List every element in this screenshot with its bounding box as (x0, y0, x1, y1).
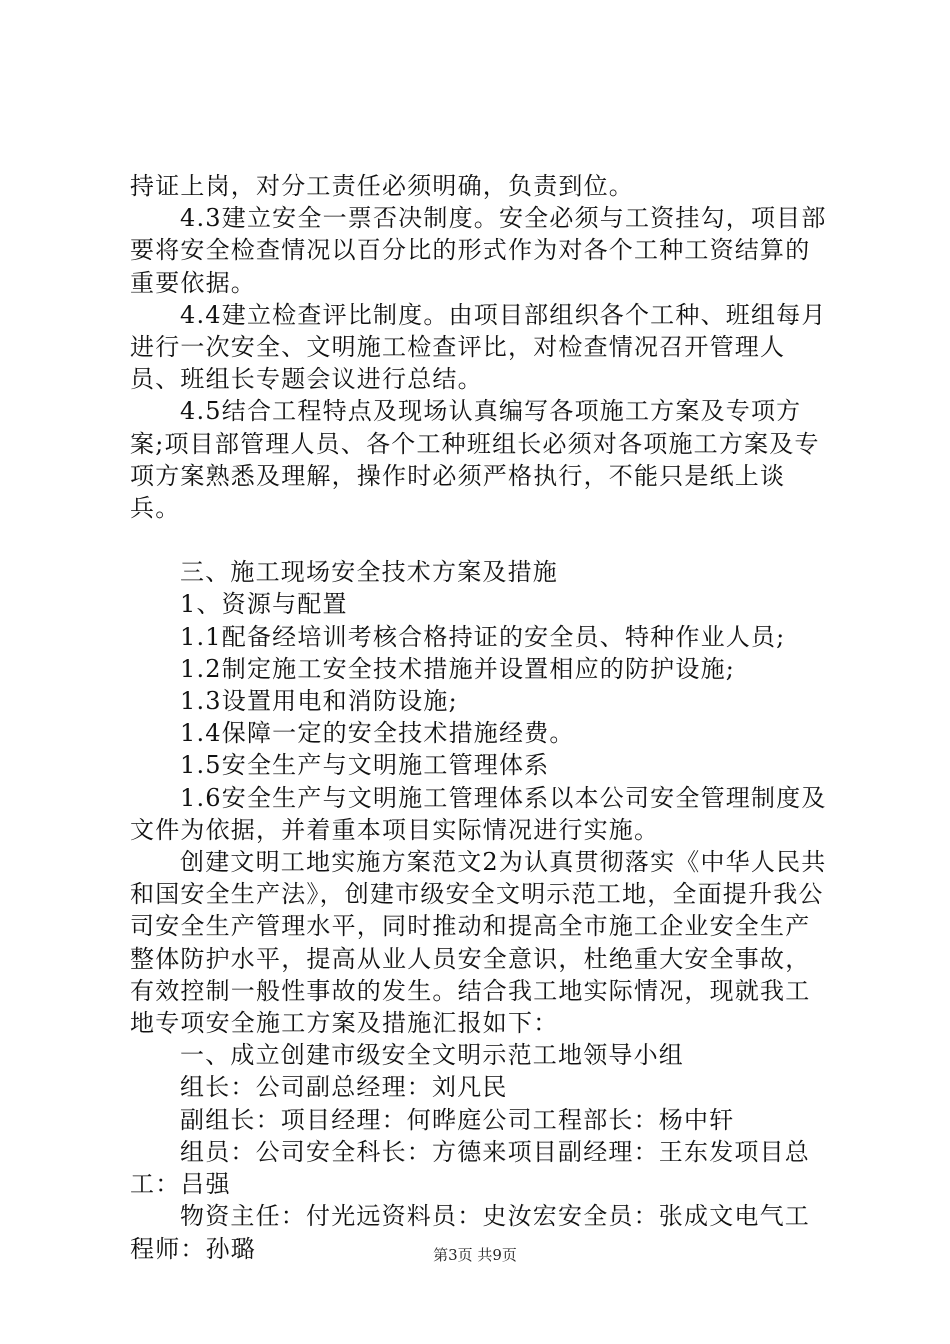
item-1-6: 1.6安全生产与文明施工管理体系以本公司安全管理制度及文件为依据，并着重本项目实际情况进行实施。 (130, 783, 827, 844)
item-1-5: 1.5安全生产与文明施工管理体系 (180, 751, 550, 780)
document-body (130, 170, 830, 1265)
section-heading-3: 三、施工现场安全技术方案及措施 (180, 558, 558, 587)
paragraph-sample-2: 创建文明工地实施方案范文2为认真贯彻落实《中华人民共和国安全生产法》，创建市级安全文明示范工地，全面提升我公司安全生产管理水平，同时推动和提高全市施工企业安全生产整体防护水平，提高从业人员安全意识，杜绝重大安全事故，有效控制一般性事故的发生。结合我工地实际情况，现就我工地专项安全施工方案及措施汇报如下： (130, 848, 827, 1038)
item-1-3: 1.3设置用电和消防设施; (180, 687, 458, 716)
team-deputy-leader: 副组长：项目经理：何晔庭公司工程部长：杨中轩 (180, 1105, 735, 1134)
item-1-1: 1.1配备经培训考核合格持证的安全员、特种作业人员; (180, 622, 786, 651)
paragraph-4-5: 4.5结合工程特点及现场认真编写各项施工方案及专项方案;项目部管理人员、各个工种班组长必须对各项施工方案及专项方案熟悉及理解，操作时必须严格执行，不能只是纸上谈兵。 (130, 397, 820, 523)
item-1-4: 1.4保障一定的安全技术措施经费。 (180, 719, 575, 748)
paragraph-gap (130, 524, 830, 556)
team-members-2: 物资主任：付光远资料员：史汝宏安全员：张成文电气工程师：孙璐 (130, 1202, 810, 1263)
subsection-heading-1: 1、资源与配置 (180, 590, 348, 619)
page-number-footer: 第3页 共9页 (433, 1246, 517, 1264)
paragraph-continuation: 持证上岗，对分工责任必须明确，负责到位。 (130, 172, 634, 200)
team-leader: 组长：公司副总经理：刘凡民 (180, 1073, 508, 1102)
paragraph-4-3: 4.3建立安全一票否决制度。安全必须与工资挂勾，项目部要将安全检查情况以百分比的形式作为对各个工种工资结算的重要依据。 (130, 204, 827, 297)
item-1-2: 1.2制定施工安全技术措施并设置相应的防护设施; (180, 654, 736, 683)
paragraph-4-4: 4.4建立检查评比制度。由项目部组织各个工种、班组每月进行一次安全、文明施工检查评比，对检查情况召开管理人员、班组长专题会议进行总结。 (130, 300, 827, 394)
team-members: 组员：公司安全科长：方德来项目副经理：王东发项目总工：吕强 (130, 1137, 810, 1199)
section-heading-1: 一、成立创建市级安全文明示范工地领导小组 (180, 1041, 684, 1070)
